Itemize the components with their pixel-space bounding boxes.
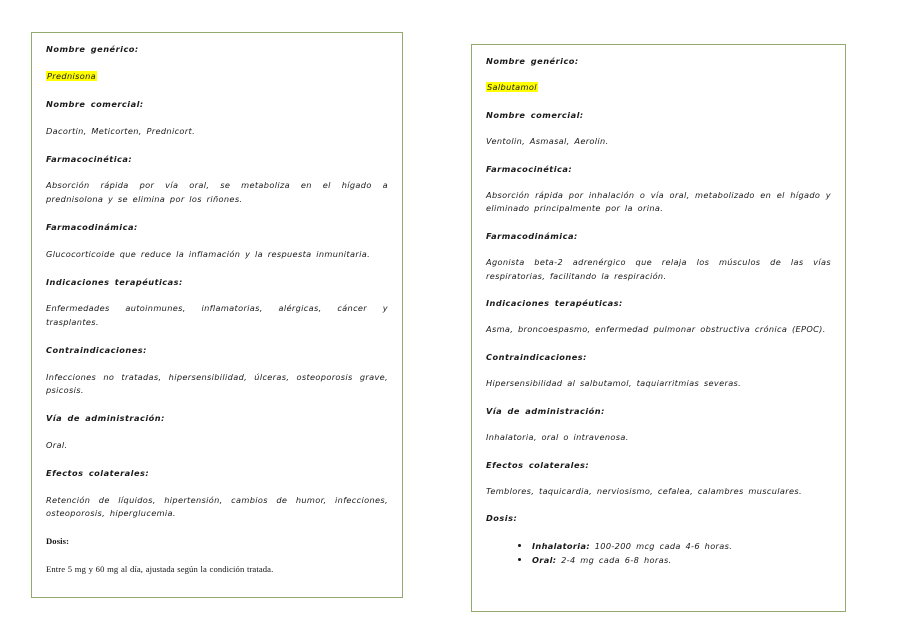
- dose-route-label: Inhalatoria:: [532, 540, 590, 551]
- dose-amount-text: 2-4 mg cada 6-8 horas.: [556, 554, 672, 565]
- field-side-effects: [486, 460, 831, 470]
- dose-list: [486, 539, 831, 568]
- field-pharmacodynamics-value: [46, 248, 388, 262]
- commercial-name-text: Dacortin, Meticorten, Prednicort.: [46, 125, 196, 136]
- highlighted-drug-name: Prednisona: [47, 70, 96, 81]
- field-commercial-name: [46, 99, 388, 109]
- field-label-side-effects: Efectos colaterales:: [486, 459, 590, 470]
- field-label-route: Vía de administración:: [486, 405, 605, 416]
- field-label-side-effects: Efectos colaterales:: [46, 468, 150, 479]
- indications-text: Enfermedades autoinmunes, inflamatorias, alérgicas, cáncer y trasplantes.: [46, 303, 388, 327]
- field-pharmacodynamics-value: [486, 256, 831, 283]
- field-side-effects-value: [46, 494, 388, 521]
- pharmacokinetics-text: Absorción rápida por vía oral, se metaboliza en el hígado a prednisolona y se elimina por los riñones.: [46, 180, 388, 204]
- dose-list-item: [532, 553, 831, 567]
- field-label-commercial-name: Nombre comercial:: [486, 109, 584, 120]
- field-route-value: [486, 431, 831, 445]
- drug-card-prednisona: [31, 32, 403, 598]
- field-label-pharmacokinetics: Farmacocinética:: [46, 153, 133, 164]
- field-label-generic-name: Nombre genérico:: [46, 44, 139, 54]
- field-pharmacokinetics-value: [486, 189, 831, 216]
- field-side-effects: [46, 468, 388, 478]
- indications-text: Asma, broncoespasmo, enfermedad pulmonar obstructiva crónica (EPOC).: [486, 324, 826, 335]
- field-dose-value: [46, 563, 388, 576]
- bullet-dot-icon: [518, 558, 521, 561]
- route-text: Oral.: [46, 440, 68, 451]
- field-indications: [486, 298, 831, 308]
- field-route: [46, 413, 388, 423]
- field-generic-name: [46, 44, 388, 54]
- field-label-contraindications: Contraindicaciones:: [486, 351, 587, 362]
- field-pharmacodynamics: [46, 222, 388, 232]
- generic-name-text: [486, 81, 831, 95]
- field-contraindications: [46, 345, 388, 355]
- field-generic-name: [486, 56, 831, 66]
- field-label-pharmacodynamics: Farmacodinámica:: [486, 230, 578, 241]
- field-label-pharmacodynamics: Farmacodinámica:: [46, 221, 138, 232]
- field-label-indications: Indicaciones terapéuticas:: [46, 276, 183, 287]
- field-label-pharmacokinetics: Farmacocinética:: [486, 163, 573, 174]
- dose-list-item: [532, 539, 831, 553]
- field-label-commercial-name: Nombre comercial:: [46, 98, 144, 109]
- dose-route-label: Oral:: [532, 554, 557, 565]
- field-contraindications-value: [46, 371, 388, 398]
- contraindications-text: Hipersensibilidad al salbutamol, taquiarritmias severas.: [486, 378, 742, 389]
- field-pharmacokinetics-value: [46, 179, 388, 206]
- generic-name-text: [46, 70, 388, 84]
- field-commercial-name-value: [46, 125, 388, 139]
- field-generic-name-value: [486, 81, 831, 95]
- field-label-dose: Dosis:: [46, 536, 70, 547]
- route-text: Inhalatoria, oral o intravenosa.: [486, 432, 629, 442]
- dose-amount-text: 100-200 mcg cada 4-6 horas.: [589, 540, 733, 551]
- field-pharmacokinetics: [46, 154, 388, 164]
- pharmacodynamics-text: Glucocorticoide que reduce la inflamación y la respuesta inmunitaria.: [46, 248, 371, 259]
- field-dose: [46, 536, 388, 547]
- field-label-generic-name: Nombre genérico:: [486, 56, 579, 66]
- side-effects-text: Temblores, taquicardia, nerviosismo, cefalea, calambres musculares.: [486, 485, 802, 496]
- contraindications-text: Infecciones no tratadas, hipersensibilidad, úlceras, osteoporosis grave, psicosis.: [46, 371, 388, 396]
- field-indications: [46, 277, 388, 287]
- side-effects-text: Retención de líquidos, hipertensión, cambios de humor, infecciones, osteoporosis, hiperglucemia.: [46, 494, 388, 519]
- field-label-route: Vía de administración:: [46, 413, 165, 424]
- field-contraindications: [486, 352, 831, 362]
- pharmacokinetics-text: Absorción rápida por inhalación o vía oral, metabolizado en el hígado y eliminado principalmente por la orina.: [486, 189, 831, 214]
- field-route: [486, 406, 831, 416]
- field-dose: [486, 513, 831, 523]
- pharmacodynamics-text: Agonista beta-2 adrenérgico que relaja los músculos de las vías respiratorias, facilitando la respiración.: [486, 257, 831, 281]
- dose-text: Entre 5 mg y 60 mg al día, ajustada según la condición tratada.: [46, 563, 274, 574]
- highlighted-drug-name: Salbutamol: [487, 82, 537, 93]
- bullet-dot-icon: [518, 544, 521, 547]
- field-commercial-name: [486, 110, 831, 120]
- drug-card-salbutamol: [471, 44, 846, 612]
- field-pharmacodynamics: [486, 231, 831, 241]
- field-commercial-name-value: [486, 135, 831, 149]
- commercial-name-text: Ventolin, Asmasal, Aerolin.: [486, 136, 609, 147]
- field-pharmacokinetics: [486, 164, 831, 174]
- field-side-effects-value: [486, 485, 831, 499]
- field-label-contraindications: Contraindicaciones:: [46, 344, 147, 355]
- field-label-indications: Indicaciones terapéuticas:: [486, 298, 623, 309]
- field-indications-value: [486, 323, 831, 337]
- field-generic-name-value: [46, 70, 388, 84]
- field-contraindications-value: [486, 377, 831, 391]
- field-label-dose: Dosis:: [486, 513, 518, 524]
- field-route-value: [46, 439, 388, 453]
- field-indications-value: [46, 302, 388, 329]
